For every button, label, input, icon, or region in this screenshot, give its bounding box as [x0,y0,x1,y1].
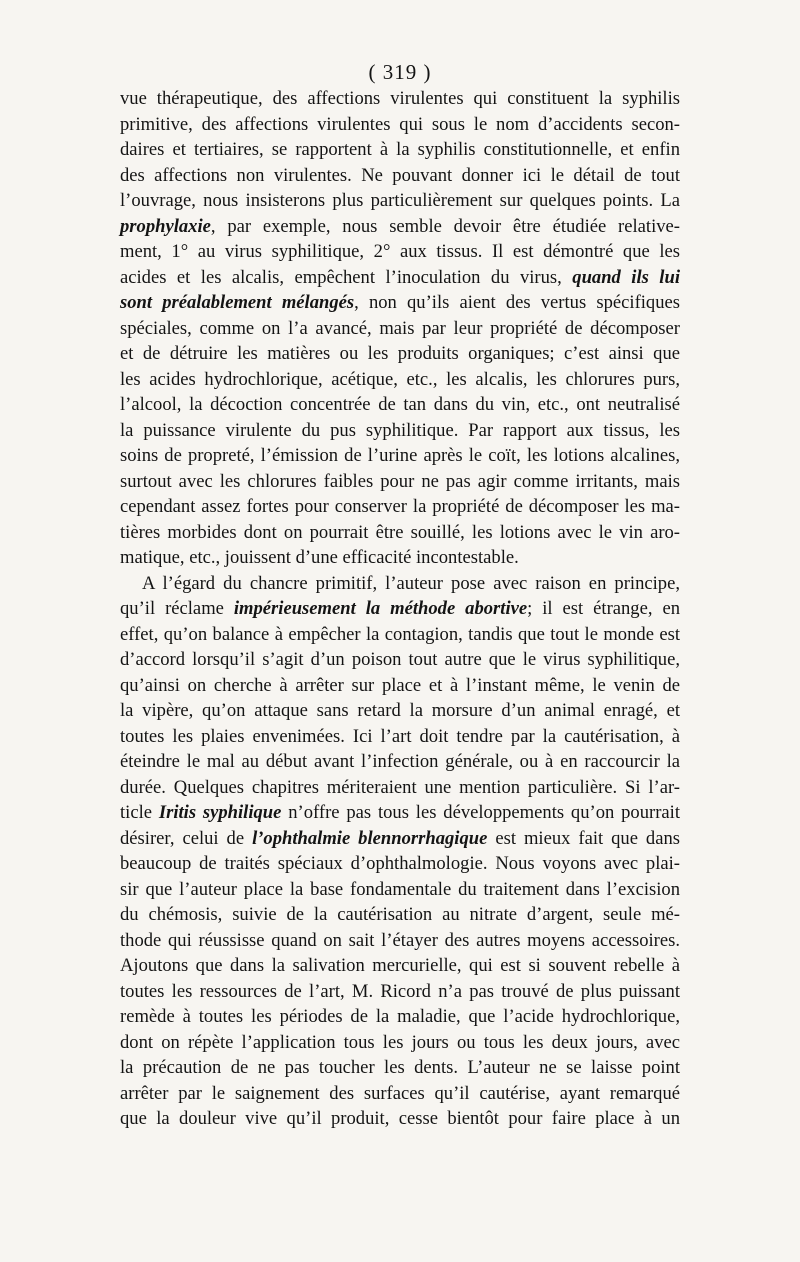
text-run: surtout avec les chlorures faibles pour ne pas agir comme irritants, mais [120,470,680,492]
text-run: l’ouvrage, nous insisterons plus particulièrement sur quelques points. La [120,190,680,211]
text-run: dont on répète l’application tous les jours ou tous les deux jours, avec [120,1031,680,1053]
text-line [120,545,680,571]
text-run: la précaution de ne pas toucher les dents. L’auteur ne se laisse point [120,1057,680,1078]
italic-phrase: sont préalablement mélangés [120,292,355,313]
text-run: et de détruire les matières ou les produits organiques; c’est ainsi que [120,343,680,364]
italic-phrase: Iritis syphilique [158,802,282,823]
text-line [120,928,680,954]
text-run: tières morbides dont on pourrait être souillé, les lotions avec le vin aro- [120,521,680,543]
text-line [120,1055,680,1081]
text-run: l’alcool, la décoction concentrée de tan dans du vin, etc., ont neutralisé [120,394,680,415]
text-line [120,341,680,367]
text-run: toutes les plaies envenimées. Ici l’art doit tendre par la cautérisation, à [120,725,680,747]
text-line [120,698,680,724]
text-run: éteindre le mal au début avant l’infection générale, ou à en raccourcir la [120,751,680,772]
text-line [120,163,680,189]
text-run: cependant assez fortes pour conserver la propriété de décomposer les ma- [120,496,680,517]
text-run: arrêter par le saignement des surfaces qu’il cautérise, ayant remarqué [120,1082,680,1104]
text-line [120,1004,680,1030]
text-run: spéciales, comme on l’a avancé, mais par leur propriété de décomposer [120,317,680,339]
text-run: désirer, celui de [120,827,253,849]
text-line [120,596,680,622]
text-run: A l’égard du chancre primitif, l’auteur pose avec raison en principe, [142,572,680,594]
text-line [120,647,680,673]
text-line [120,290,680,316]
text-run: primitive, des affections virulentes qui sous le nom d’accidents secon- [120,113,680,135]
paragraph [120,86,680,571]
text-line [120,826,680,852]
text-line [120,418,680,444]
page-number: ( 319 ) [368,60,432,84]
text-line [120,1106,680,1132]
text-run: la vipère, qu’on attaque sans retard la morsure d’un animal enragé, et [120,700,680,721]
italic-phrase: prophylaxie [120,215,211,237]
text-line [120,367,680,393]
text-line [120,265,680,291]
text-run: qu’ainsi on cherche à arrêter sur place et à l’instant même, le venin de [120,674,680,696]
text-line [120,979,680,1005]
text-line [120,86,680,112]
text-run: matique, etc., jouissent d’une efficacité incontestable. [120,547,519,568]
text-run: Ajoutons que dans la salivation mercurielle, qui est si souvent rebelle à [120,955,680,976]
text-line [120,443,680,469]
text-line [120,800,680,826]
text-run: sir que l’auteur place la base fondamentale du traitement dans l’excision [120,878,680,900]
text-run: qu’il réclame [120,598,234,619]
text-run: les acides hydrochlorique, acétique, etc., les alcalis, les chlorures purs, [120,368,680,390]
text-run: ment, 1° au virus syphilitique, 2° aux tissus. Il est démontré que les [120,241,680,262]
text-run: du chémosis, suivie de la cautérisation au nitrate d’argent, seule mé- [120,904,680,925]
text-line [120,877,680,903]
text-line [120,953,680,979]
text-run: d’accord lorsqu’il s’agit d’un poison tout autre que le virus syphilitique, [120,649,680,670]
text-run: toutes les ressources de l’art, M. Ricord n’a pas trouvé de plus puissant [120,980,680,1002]
text-run: thode qui réussisse quand on sait l’étayer des autres moyens accessoires. [120,929,680,951]
text-line [120,520,680,546]
body-text [120,86,680,1132]
text-line [120,214,680,240]
text-line [120,775,680,801]
text-line [120,749,680,775]
text-line [120,137,680,163]
text-line [120,571,680,597]
text-run: effet, qu’on balance à empêcher la contagion, tandis que tout le monde est [120,623,680,645]
text-run: ticle [120,802,159,823]
italic-phrase: impérieusement la méthode abortive [233,598,528,619]
text-line [120,112,680,138]
text-run: , par exemple, nous semble devoir être étudiée relative- [210,215,680,237]
text-line [120,724,680,750]
text-line [120,469,680,495]
text-line [120,392,680,418]
text-run: des affections non virulentes. Ne pouvant donner ici le détail de tout [120,164,680,186]
text-run: la puissance virulente du pus syphilitique. Par rapport aux tissus, les [120,419,680,441]
text-run: remède à toutes les périodes de la maladie, que l’acide hydrochlorique, [120,1006,680,1027]
text-run: daires et tertiaires, se rapportent à la syphilis constitutionnelle, et enfin [120,139,680,160]
text-run: beaucoup de traités spéciaux d’ophthalmologie. Nous voyons avec plai- [120,853,680,874]
text-run: n’offre pas tous les développements qu’on pourrait [281,802,680,823]
text-run: , non qu’ils aient des vertus spécifiques [354,292,681,313]
text-run: est mieux fait que dans [487,827,681,849]
text-run: soins de propreté, l’émission de l’urine après le coït, les lotions alcalines, [120,445,680,466]
text-line [120,1081,680,1107]
text-line [120,622,680,648]
paragraph [120,571,680,1132]
italic-phrase: l’ophthalmie blennorrhagique [252,827,488,849]
text-run: vue thérapeutique, des affections virulentes qui constituent la syphilis [120,88,680,109]
text-line [120,494,680,520]
text-run: acides et les alcalis, empêchent l’inoculation du virus, [120,266,573,288]
text-run: que la douleur vive qu’il produit, cesse bientôt pour faire place à un [120,1108,680,1129]
italic-phrase: quand ils lui [572,266,680,288]
text-line [120,188,680,214]
text-line [120,902,680,928]
text-line [120,316,680,342]
text-line [120,1030,680,1056]
text-run: durée. Quelques chapitres mériteraient une mention particulière. Si l’ar- [120,776,680,798]
text-line [120,673,680,699]
text-run: ; il est étrange, en [527,598,681,619]
text-line [120,851,680,877]
text-line [120,239,680,265]
